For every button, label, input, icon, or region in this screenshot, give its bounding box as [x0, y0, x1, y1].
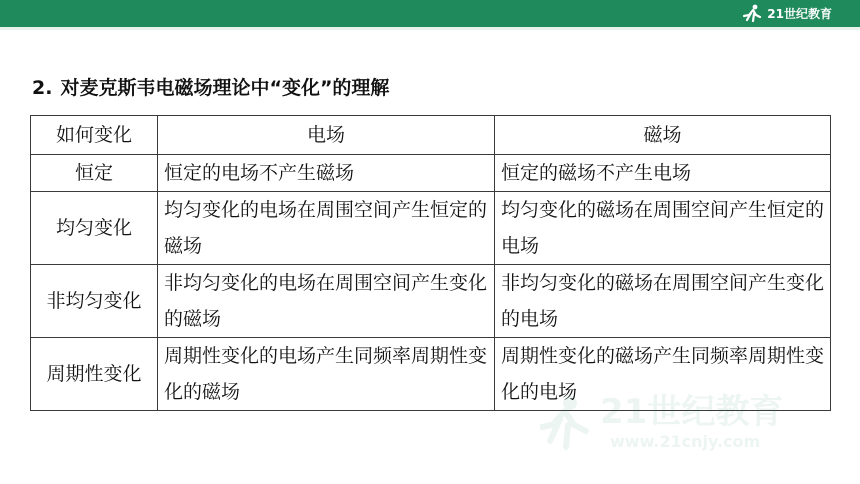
- table-row: [31, 265, 831, 338]
- table-row: [31, 192, 831, 265]
- comparison-table: [30, 115, 831, 411]
- electric-cell: 均匀变化的电场在周围空间产生恒定的磁场: [158, 192, 495, 265]
- section-heading: [32, 73, 389, 100]
- electric-cell: 周期性变化的电场产生同频率周期性变化的磁场: [158, 338, 495, 411]
- table-row: [31, 338, 831, 411]
- magnetic-cell: 恒定的磁场不产生电场: [495, 155, 831, 192]
- magnetic-cell: 周期性变化的磁场产生同频率周期性变化的电场: [495, 338, 831, 411]
- watermark-url: www.21cnjy.com: [610, 432, 761, 451]
- electric-cell: 恒定的电场不产生磁场: [158, 155, 495, 192]
- runner-icon: [741, 4, 763, 22]
- section-title: 对麦克斯韦电磁场理论中“变化”的理解: [60, 77, 390, 99]
- watermark-logo-text: 21世纪教育: [600, 392, 784, 432]
- header-magnetic-field: 磁场: [495, 116, 831, 155]
- row-label: 恒定: [31, 155, 158, 192]
- magnetic-cell: 非均匀变化的磁场在周围空间产生变化的电场: [495, 265, 831, 338]
- top-banner: [0, 0, 860, 27]
- brand-logo: [741, 3, 832, 23]
- header-change-type: 如何变化: [31, 116, 158, 155]
- row-label: 周期性变化: [31, 338, 158, 411]
- brand-name: 21世纪教育: [767, 6, 832, 21]
- table-row: [31, 155, 831, 192]
- header-electric-field: 电场: [158, 116, 495, 155]
- electric-cell: 非均匀变化的电场在周围空间产生变化的磁场: [158, 265, 495, 338]
- magnetic-cell: 均匀变化的磁场在周围空间产生恒定的电场: [495, 192, 831, 265]
- row-label: 非均匀变化: [31, 265, 158, 338]
- row-label: 均匀变化: [31, 192, 158, 265]
- section-number: 2.: [32, 77, 53, 99]
- table-header-row: [31, 116, 831, 155]
